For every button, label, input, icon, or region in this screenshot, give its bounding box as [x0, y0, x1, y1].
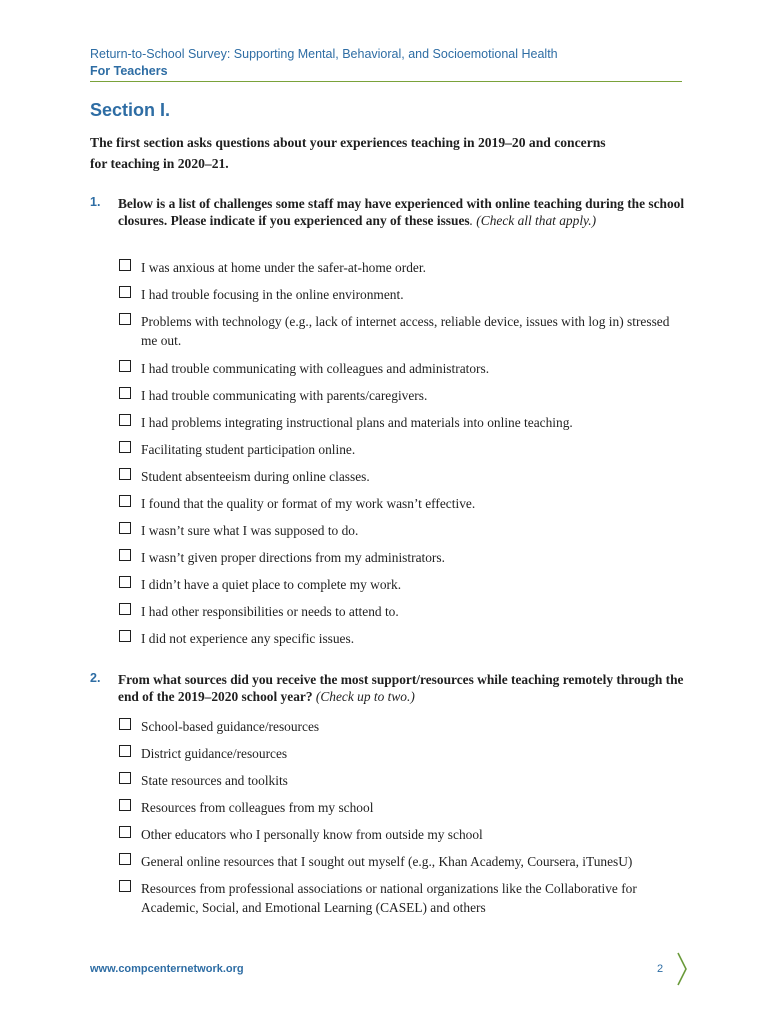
question-text	[118, 195, 688, 229]
question-prompt: From what sources did you receive the most support/resources while teaching remotely through the end of the 2019–2020 school year?	[118, 672, 684, 704]
question-instruction: . (Check all that apply.)	[469, 213, 597, 228]
checkbox[interactable]	[119, 880, 131, 892]
option-label: I did not experience any specific issues.	[141, 631, 355, 646]
option-label: Facilitating student participation online.	[141, 442, 356, 457]
option-label: I had trouble focusing in the online environment.	[141, 287, 404, 302]
header-divider	[90, 81, 682, 82]
question-prompt: Below is a list of challenges some staff may have experienced with online teaching during the school closures. Please indicate if you experienced any of these issues	[118, 196, 685, 228]
survey-title: Return-to-School Survey: Supporting Mental, Behavioral, and Socioemotional Health	[90, 47, 558, 61]
checkbox[interactable]	[119, 745, 131, 757]
checkbox[interactable]	[119, 853, 131, 865]
option-label: I was anxious at home under the safer-at-home order.	[141, 260, 426, 275]
option-label: District guidance/resources	[141, 746, 288, 761]
checkbox[interactable]	[119, 360, 131, 372]
checkbox[interactable]	[119, 603, 131, 615]
checkbox[interactable]	[119, 259, 131, 271]
option-label: Other educators who I personally know from outside my school	[141, 827, 483, 842]
question-number: 2.	[90, 671, 101, 685]
checkbox[interactable]	[119, 549, 131, 561]
question-text	[118, 671, 688, 705]
checkbox[interactable]	[119, 286, 131, 298]
checkbox[interactable]	[119, 468, 131, 480]
option-label: Resources from professional associations or national organizations like the Collaborative for Academic, Social, and Emotional Learning (CASEL) and others	[141, 881, 637, 915]
checkbox[interactable]	[119, 495, 131, 507]
option-label: I had other responsibilities or needs to attend to.	[141, 604, 399, 619]
question-instruction: (Check up to two.)	[312, 689, 415, 704]
checkbox[interactable]	[119, 441, 131, 453]
footer-website-link[interactable]: www.compcenternetwork.org	[90, 963, 244, 975]
checkbox[interactable]	[119, 576, 131, 588]
chevron-right-icon	[675, 951, 689, 987]
option-label: I didn’t have a quiet place to complete my work.	[141, 577, 402, 592]
checkbox[interactable]	[119, 826, 131, 838]
page-header	[90, 46, 682, 80]
option-label: Problems with technology (e.g., lack of internet access, reliable device, issues with log in) stressed me out.	[141, 314, 670, 348]
page-number: 2	[657, 963, 664, 975]
section-intro-line-2: for teaching in 2020–21.	[90, 156, 229, 171]
audience-subtitle: For Teachers	[90, 64, 168, 78]
checkbox[interactable]	[119, 718, 131, 730]
checkbox[interactable]	[119, 799, 131, 811]
option-label: I had problems integrating instructional plans and materials into online teaching.	[141, 415, 573, 430]
option-label: I found that the quality or format of my work wasn’t effective.	[141, 496, 476, 511]
option-label: Student absenteeism during online classes.	[141, 469, 370, 484]
checkbox[interactable]	[119, 630, 131, 642]
section-title: Section I.	[90, 100, 171, 120]
option-label: I wasn’t sure what I was supposed to do.	[141, 523, 359, 538]
section-intro-line-1: The first section asks questions about your experiences teaching in 2019–20 and concerns	[90, 135, 606, 150]
question-number: 1.	[90, 195, 101, 209]
option-label: I wasn’t given proper directions from my administrators.	[141, 550, 445, 565]
option-label: I had trouble communicating with colleagues and administrators.	[141, 361, 490, 376]
checkbox[interactable]	[119, 522, 131, 534]
checkbox[interactable]	[119, 414, 131, 426]
checkbox[interactable]	[119, 387, 131, 399]
option-label: I had trouble communicating with parents/caregivers.	[141, 388, 428, 403]
option-label: General online resources that I sought out myself (e.g., Khan Academy, Coursera, iTunesU)	[141, 854, 633, 869]
option-label: State resources and toolkits	[141, 773, 288, 788]
checkbox[interactable]	[119, 313, 131, 325]
checkbox[interactable]	[119, 772, 131, 784]
section-intro	[90, 132, 680, 174]
option-label: School-based guidance/resources	[141, 719, 320, 734]
option-label: Resources from colleagues from my school	[141, 800, 374, 815]
